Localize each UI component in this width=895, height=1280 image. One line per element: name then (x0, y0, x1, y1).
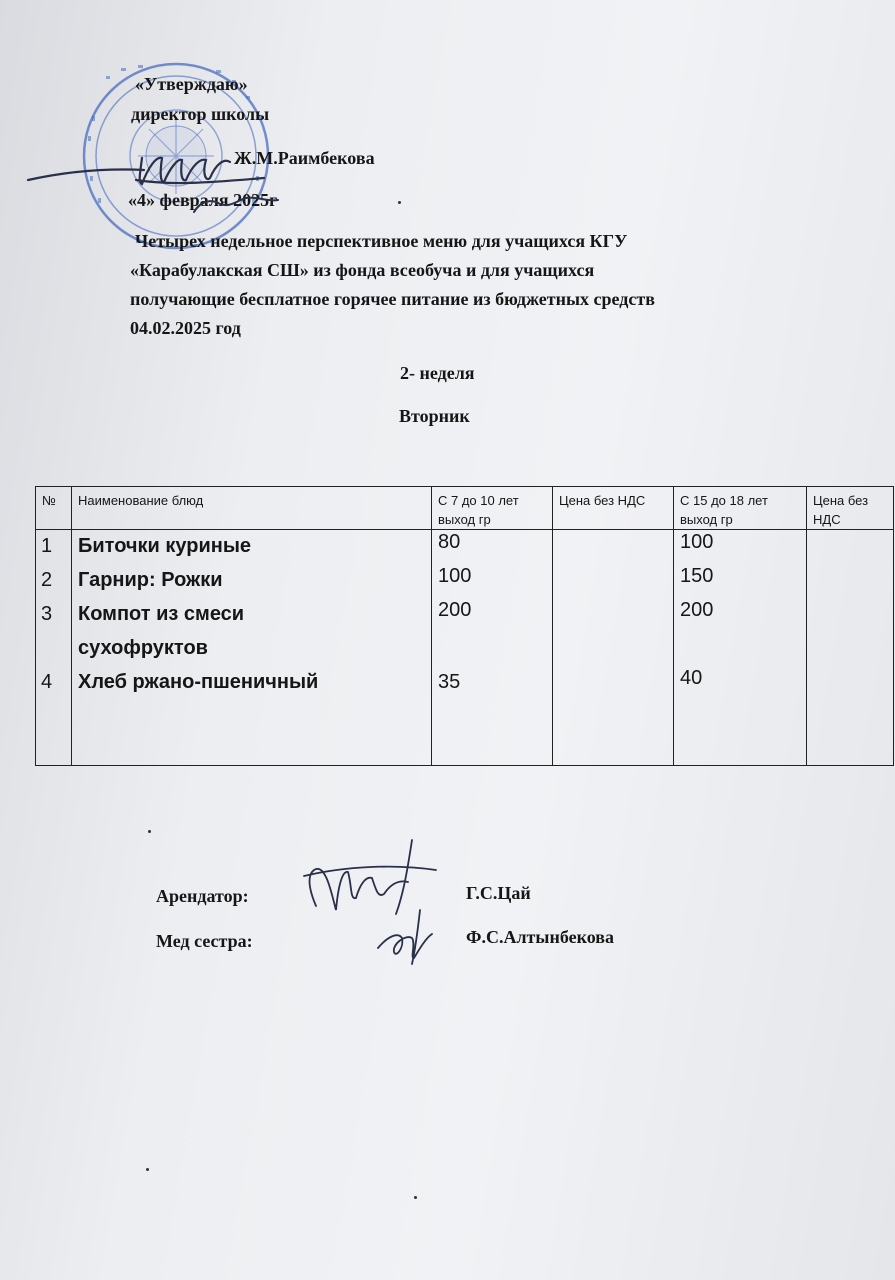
dish-name: Биточки куриные (78, 535, 252, 557)
speck (398, 201, 401, 204)
header-num: № (36, 487, 72, 530)
weight-15-18: 100 (680, 531, 714, 553)
title-line-2: «Карабулакская СШ» из фонда всеобуча и для учащихся (130, 260, 595, 280)
speck (146, 1168, 149, 1171)
dish-name-cont: сухофруктов (78, 637, 208, 659)
name-column (72, 530, 432, 766)
dish-name: Гарнир: Рожки (78, 569, 223, 591)
header-price1: Цена без НДС (553, 487, 674, 530)
director-name: Ж.М.Раимбекова (234, 148, 375, 168)
tenant-name: Г.С.Цай (466, 883, 531, 903)
weight-7-10: 35 (438, 671, 461, 693)
row-num: 3 (41, 603, 53, 625)
weight-7-10: 100 (438, 565, 472, 587)
weight-7-10: 80 (438, 531, 461, 553)
weight-15-18-column (674, 530, 807, 766)
weight-7-10: 200 (438, 599, 472, 621)
title-line-1: Четырех недельное перспективное меню для учащихся КГУ (135, 231, 628, 251)
header-age1: С 7 до 10 лет выход гр (432, 487, 553, 530)
header-price2: Цена без НДС (807, 487, 894, 530)
director-position: директор школы (131, 104, 270, 124)
nurse-signature (372, 908, 442, 966)
table-header-row (36, 487, 894, 530)
row-num: 1 (41, 535, 53, 557)
nurse-name: Ф.С.Алтынбекова (466, 927, 614, 947)
table-row (36, 530, 894, 766)
day-label: Вторник (399, 406, 470, 426)
price-7-10-column (553, 530, 674, 766)
dish-name: Компот из смеси (78, 603, 245, 625)
header-age2: С 15 до 18 лет выход гр (674, 487, 807, 530)
weight-15-18: 200 (680, 599, 714, 621)
speck (148, 830, 151, 833)
num-column (36, 530, 72, 766)
dish-name: Хлеб ржано-пшеничный (78, 671, 319, 693)
menu-table (35, 486, 894, 766)
week-label: 2- неделя (400, 363, 475, 383)
nurse-label: Мед сестра: (156, 931, 253, 951)
approve-label: «Утверждаю» (135, 74, 248, 94)
price-15-18-column (807, 530, 894, 766)
row-num: 2 (41, 569, 53, 591)
weight-7-10-column (432, 530, 553, 766)
speck (414, 1196, 417, 1199)
approval-date: «4» февраля 2025г (128, 190, 278, 210)
row-num: 4 (41, 671, 53, 693)
tenant-signature (296, 836, 446, 916)
title-line-3: получающие бесплатное горячее питание из бюджетных средств (130, 289, 655, 309)
header-name: Наименование блюд (72, 487, 432, 530)
director-signature (24, 128, 304, 228)
weight-15-18: 150 (680, 565, 714, 587)
weight-15-18: 40 (680, 667, 703, 689)
tenant-label: Арендатор: (156, 886, 249, 906)
title-line-4: 04.02.2025 год (130, 318, 241, 338)
